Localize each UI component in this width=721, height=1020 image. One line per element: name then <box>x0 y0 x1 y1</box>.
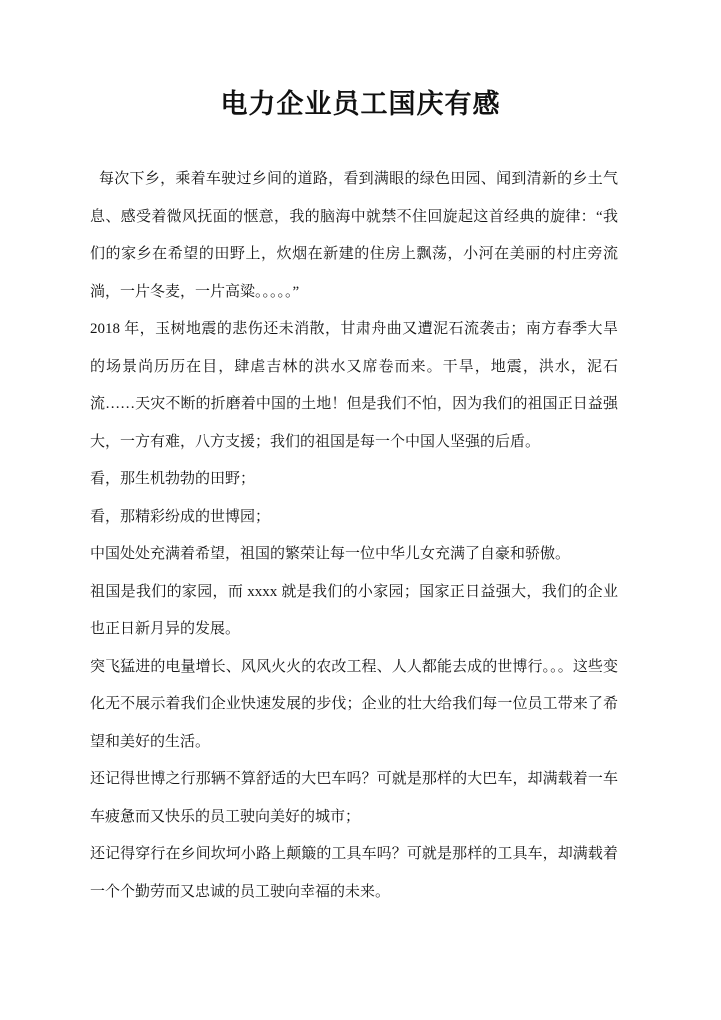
paragraph-company-growth: 突飞猛进的电量增长、风风火火的农改工程、人人都能去成的世博行。。。这些变化无不展示着我们企业快速发展的步伐；企业的壮大给我们每一位员工带来了希望和美好的生活。 <box>90 658 618 750</box>
paragraph-china-hope: 中国处处充满着希望，祖国的繁荣让每一位中华儿女充满了自豪和骄傲。 <box>90 546 571 562</box>
document-title: 电力企业员工国庆有感 <box>220 89 501 119</box>
paragraph-look-expo: 看，那精彩纷成的世博园； <box>90 508 271 525</box>
paragraph-expo-bus: 还记得世博之行那辆不算舒适的大巴车吗？可就是那样的大巴车，却满载着一车车疲惫而又快乐的员工驶向美好的城市； <box>90 771 618 825</box>
paragraph-intro-melody: 每次下乡，乘着车驶过乡间的道路，看到满眼的绿色田园、闻到清新的乡土气息、感受着微风抚面的惬意，我的脑海中就禁不住回旋起这首经典的旋律：“我们的家乡在希望的田野上，炊烟在新建的住房上飘荡，小河在美丽的村庄旁流淌，一片冬麦，一片高粱。。。。。” <box>90 171 618 300</box>
paragraph-look-fields: 看，那生机勃勃的田野； <box>90 471 256 487</box>
paragraph-homeland-company: 祖国是我们的家园，而 xxxx 就是我们的小家园；国家正日益强大，我们的企业也正日新月异的发展。 <box>90 583 618 637</box>
paragraph-disasters-2018: 2018 年，玉树地震的悲伤还未消散，甘肃舟曲又遭泥石流袭击；南方春季大旱的场景尚历历在目，肆虐吉林的洪水又席卷而来。干旱，地震，洪水，泥石流……天灾不断的折磨着中国的土地！但是我们不怕，因为我们的祖国正日益强大，一方有难，八方支援；我们的祖国是每一个中国人坚强的后盾。 <box>90 321 618 450</box>
paragraph-tool-truck: 还记得穿行在乡间坎坷小路上颠簸的工具车吗？可就是那样的工具车，却满载着一个个勤劳而又忠诚的员工驶向幸福的未来。 <box>90 846 618 900</box>
document-body <box>90 161 618 911</box>
